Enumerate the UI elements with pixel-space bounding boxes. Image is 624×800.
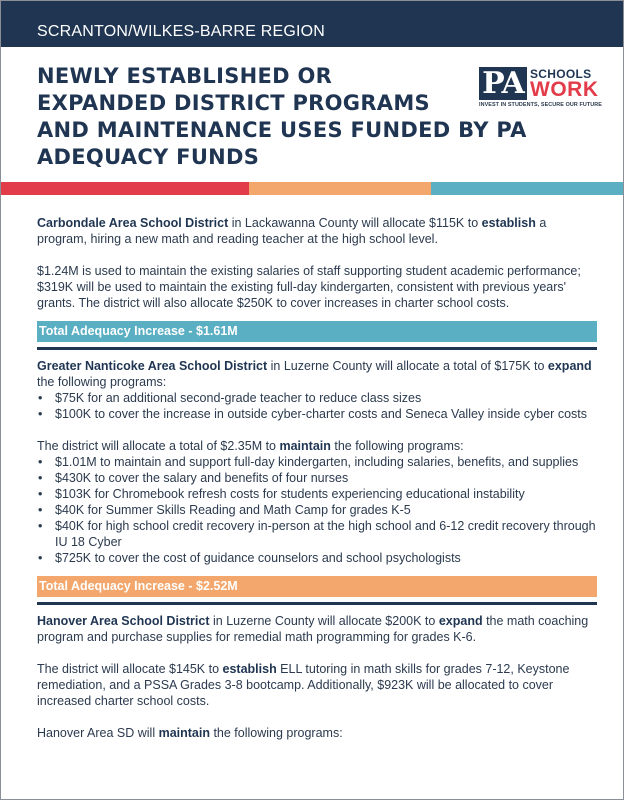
keyword: expand xyxy=(438,614,483,628)
keyword: maintain xyxy=(279,439,331,453)
accent-stripe-red xyxy=(1,182,249,195)
list-item: • $430K to cover the salary and benefits of four nurses xyxy=(37,470,597,486)
header-bar xyxy=(1,1,623,47)
accent-stripe-orange xyxy=(249,182,431,195)
maintain-list xyxy=(37,454,597,566)
text-run: a program, hiring a new math and reading teacher at the high school level. xyxy=(37,216,547,246)
hanover-maintain-paragraph xyxy=(37,725,597,741)
list-item: • $103K for Chromebook refresh costs for students experiencing educational instability xyxy=(37,486,597,502)
keyword: establish xyxy=(222,662,277,676)
nanticoke-maintain-paragraph xyxy=(37,438,597,454)
keyword: establish xyxy=(481,216,536,230)
carbondale-maintenance-paragraph: $1.24M is used to maintain the existing salaries of staff supporting student academic performance; $319K will be used to maintain the existing full-day kindergarten, consistent with previous years' grants. The district will also allocate $250K to cover increases in charter school costs. xyxy=(37,264,581,310)
logo-tagline: INVEST IN STUDENTS, SECURE OUR FUTURE xyxy=(479,102,602,108)
title-line: EXPANDED DISTRICT PROGRAMS xyxy=(37,91,430,115)
accent-stripe-teal xyxy=(431,182,623,195)
logo-work-text: WORK xyxy=(530,78,599,101)
keyword: maintain xyxy=(158,726,210,740)
logo-schools-text: SCHOOLS xyxy=(530,67,592,81)
text-run: in Lackawanna County will allocate $115K to xyxy=(228,216,482,230)
district-name: Greater Nanticoke Area School District xyxy=(37,359,268,373)
content-area xyxy=(37,215,597,741)
text-run: ELL tutoring in math skills for grades 7-12, Keystone remediation, and a PSSA Grades 3-8 bootcamp. Additionally, $923K will be allocated to cover increased charter school costs. xyxy=(37,662,570,708)
list-item: • $40K for high school credit recovery in-person at the high school and 6-12 credit recovery through IU 18 Cyber xyxy=(37,518,597,550)
district-name: Carbondale Area School District xyxy=(37,216,229,230)
pa-schools-work-logo xyxy=(479,67,601,113)
text-run: the math coaching program and purchase supplies for remedial math programming for grades K-6. xyxy=(37,614,589,644)
text-run: in Luzerne County will allocate $200K to xyxy=(209,614,439,628)
title-line: ADEQUACY FUNDS xyxy=(37,145,260,169)
expand-list xyxy=(37,390,597,422)
region-label: SCRANTON/WILKES-BARRE REGION xyxy=(37,23,326,40)
text-run: The district will allocate $145K to xyxy=(37,662,223,676)
title-line: AND MAINTENANCE USES FUNDED BY PA xyxy=(37,118,527,142)
list-item: • $40K for Summer Skills Reading and Math Camp for grades K-5 xyxy=(37,502,597,518)
text-run: The district will allocate a total of $2.35M to xyxy=(37,439,280,453)
list-item: • $100K to cover the increase in outside cyber-charter costs and Seneca Valley inside cyber costs xyxy=(37,406,597,422)
text-run: in Luzerne County will allocate a total of $175K to xyxy=(267,359,548,373)
text-run: the following programs: xyxy=(330,439,464,453)
logo-pa-mark: PA xyxy=(479,67,527,100)
hanover-establish-paragraph xyxy=(37,661,597,709)
district-name: Hanover Area School District xyxy=(37,614,210,628)
total-increase-bar: Total Adequacy Increase - $2.52M xyxy=(37,576,597,597)
total-increase-bar: Total Adequacy Increase - $1.61M xyxy=(37,321,597,342)
text-run: the following programs: xyxy=(209,726,343,740)
title-line: NEWLY ESTABLISHED OR xyxy=(37,64,333,88)
list-item: • $725K to cover the cost of guidance counselors and school psychologists xyxy=(37,550,597,566)
list-item: • $75K for an additional second-grade teacher to reduce class sizes xyxy=(37,390,597,406)
keyword: expand xyxy=(547,359,592,373)
list-item: • $1.01M to maintain and support full-day kindergarten, including salaries, benefits, and supplies xyxy=(37,454,597,470)
hanover-paragraph xyxy=(37,613,597,645)
text-run: the following programs: xyxy=(37,375,167,389)
carbondale-paragraph xyxy=(37,215,597,247)
page-title xyxy=(37,63,527,171)
nanticoke-paragraph xyxy=(37,358,597,390)
text-run: Hanover Area SD will xyxy=(37,726,159,740)
